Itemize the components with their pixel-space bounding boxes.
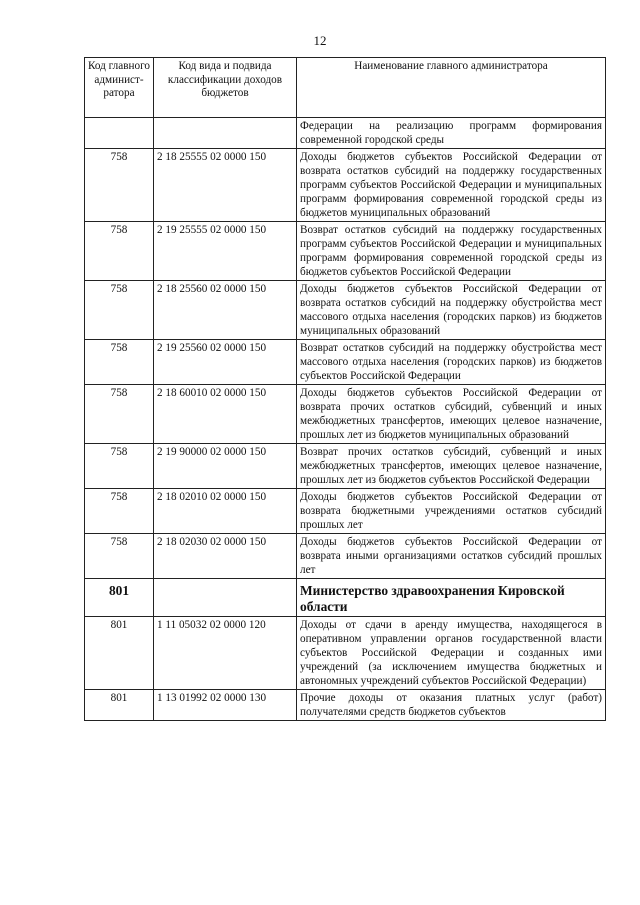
- table-row: [85, 149, 606, 222]
- admin-code-cell: 758: [85, 534, 154, 579]
- admin-name-cell: Прочие доходы от оказания платных услуг (работ) получателями средств бюджетов субъектов: [297, 690, 606, 721]
- admin-name-cell: Доходы от сдачи в аренду имущества, находящегося в оперативном управлении органов государственной власти субъектов Российской Федерации и созданных ими учреждений (за исключением имущества бюджетных и автономных учреждений субъектов Российской Федерации): [297, 617, 606, 690]
- admin-name-cell: Доходы бюджетов субъектов Российской Федерации от возврата иными организациями остатков субсидий прошлых лет: [297, 534, 606, 579]
- table-row: [85, 340, 606, 385]
- admin-name-cell: Федерации на реализацию программ формирования современной городской среды: [297, 118, 606, 149]
- admin-code-cell: [85, 118, 154, 149]
- admin-code-cell: 758: [85, 340, 154, 385]
- admin-code-cell: 758: [85, 149, 154, 222]
- admin-code-cell: 758: [85, 444, 154, 489]
- admin-name-cell: Возврат остатков субсидий на поддержку обустройства мест массового отдыха населения (городских парков) из бюджетов субъектов Российской Федерации: [297, 340, 606, 385]
- revenue-code-cell: 2 19 25560 02 0000 150: [154, 340, 297, 385]
- header-admin-name: Наименование главного администратора: [297, 58, 606, 118]
- admin-code-cell: 758: [85, 385, 154, 444]
- admin-name-cell: Возврат прочих остатков субсидий, субвенций и иных межбюджетных трансфертов, имеющих целевое назначение, прошлых лет из бюджетов субъектов Российской Федерации: [297, 444, 606, 489]
- revenue-code-cell: 2 18 02010 02 0000 150: [154, 489, 297, 534]
- ministry-empty-code: [154, 579, 297, 617]
- revenue-code-cell: 1 13 01992 02 0000 130: [154, 690, 297, 721]
- header-admin-code: Код главного админист-ратора: [85, 58, 154, 118]
- page-number: 12: [313, 33, 327, 48]
- table-row: [85, 385, 606, 444]
- ministry-heading-row: [85, 579, 606, 617]
- revenue-code-cell: 2 19 25555 02 0000 150: [154, 222, 297, 281]
- table-row: [85, 281, 606, 340]
- ministry-admin-code: 801: [85, 579, 154, 617]
- table-row: [85, 444, 606, 489]
- admin-name-cell: Доходы бюджетов субъектов Российской Федерации от возврата остатков субсидий на поддержку государственных программ субъектов Российской Федерации и муниципальных программ формирования современной городской среды из бюджетов муниципальных образований: [297, 149, 606, 222]
- table-row: [85, 222, 606, 281]
- table-header-row: [85, 58, 606, 118]
- revenue-codes-table: [84, 57, 606, 721]
- header-revenue-code: Код вида и подвида классификации доходов бюджетов: [154, 58, 297, 118]
- admin-code-cell: 758: [85, 222, 154, 281]
- admin-code-cell: 758: [85, 281, 154, 340]
- ministry-name: Министерство здравоохранения Кировской области: [297, 579, 606, 617]
- revenue-code-cell: 2 18 25560 02 0000 150: [154, 281, 297, 340]
- table-row: [85, 690, 606, 721]
- revenue-code-cell: [154, 118, 297, 149]
- admin-name-cell: Возврат остатков субсидий на поддержку государственных программ субъектов Российской Федерации и муниципальных программ формирования современной городской среды из бюджетов субъектов Российской Федерации: [297, 222, 606, 281]
- revenue-code-cell: 2 18 25555 02 0000 150: [154, 149, 297, 222]
- revenue-code-cell: 1 11 05032 02 0000 120: [154, 617, 297, 690]
- revenue-code-cell: 2 18 60010 02 0000 150: [154, 385, 297, 444]
- table-row: [85, 534, 606, 579]
- admin-name-cell: Доходы бюджетов субъектов Российской Федерации от возврата остатков субсидий на поддержку обустройства мест массового отдыха населения (городских парков) из бюджетов муниципальных образований: [297, 281, 606, 340]
- admin-code-cell: 801: [85, 617, 154, 690]
- table-row: [85, 489, 606, 534]
- admin-code-cell: 758: [85, 489, 154, 534]
- admin-name-cell: Доходы бюджетов субъектов Российской Федерации от возврата прочих остатков субсидий, субвенций и иных межбюджетных трансфертов, имеющих целевое назначение, прошлых лет из бюджетов муниципальных образований: [297, 385, 606, 444]
- revenue-code-cell: 2 19 90000 02 0000 150: [154, 444, 297, 489]
- table-row: [85, 617, 606, 690]
- admin-code-cell: 801: [85, 690, 154, 721]
- table-row: [85, 118, 606, 149]
- admin-name-cell: Доходы бюджетов субъектов Российской Федерации от возврата бюджетными учреждениями остатков субсидий прошлых лет: [297, 489, 606, 534]
- revenue-code-cell: 2 18 02030 02 0000 150: [154, 534, 297, 579]
